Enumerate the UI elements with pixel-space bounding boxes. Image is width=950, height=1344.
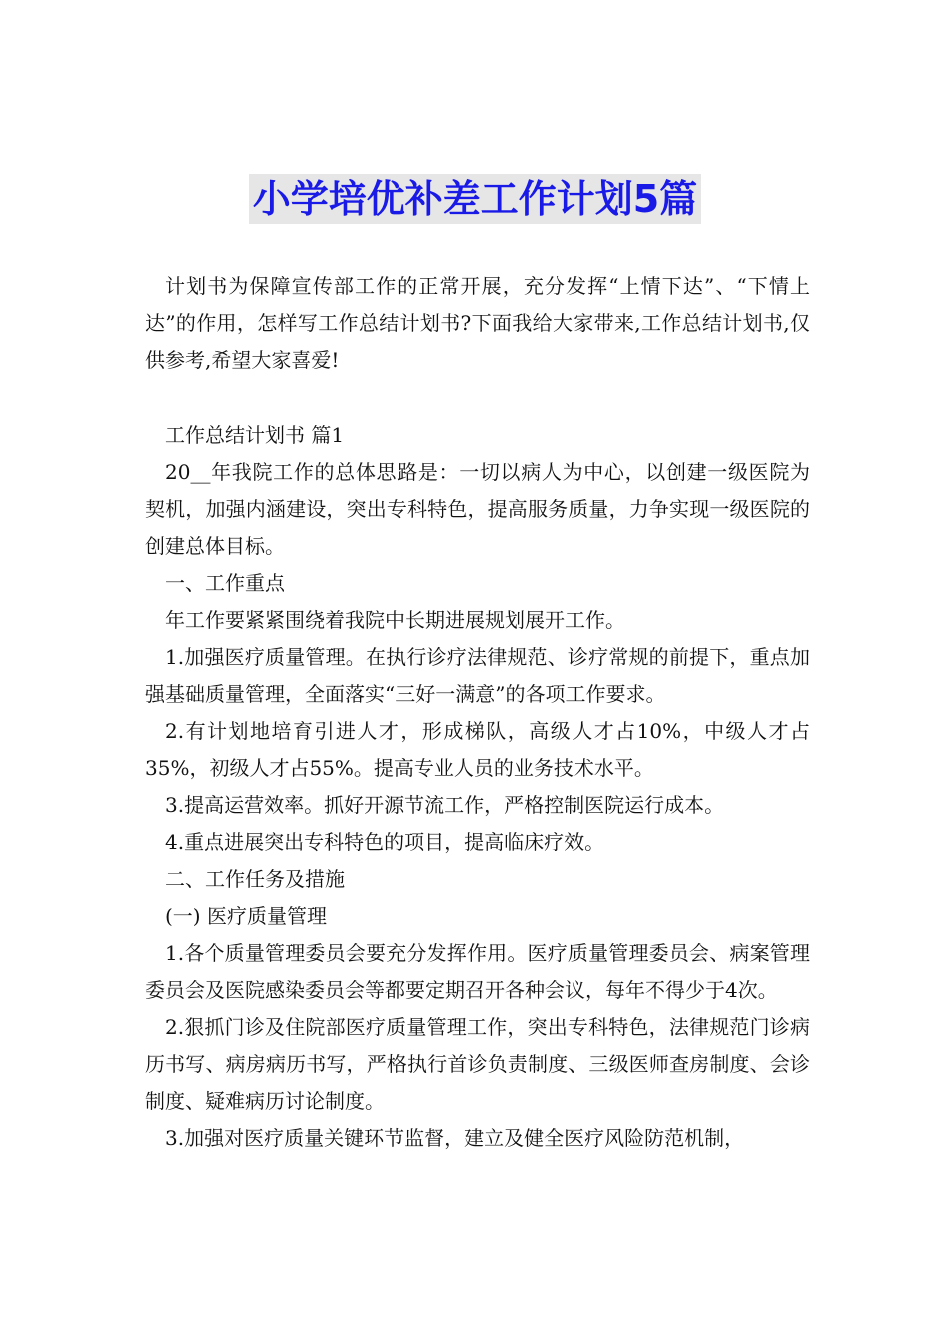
section-heading: 二、工作任务及措施: [165, 867, 345, 891]
paragraph-gap: [145, 379, 810, 417]
list-item: 3.加强对医疗质量关键环节监督，建立及健全医疗风险防范机制，: [165, 1126, 745, 1150]
section-heading: 工作总结计划书 篇1: [165, 423, 345, 447]
list-item: 3.提高运营效率。抓好开源节流工作，严格控制医院运行成本。: [165, 793, 725, 817]
document-body: [145, 268, 810, 1157]
list-item: 2.有计划地培育引进人才，形成梯队，高级人才占10%，中级人才占35%，初级人才占55%。提高专业人员的业务技术水平。: [145, 719, 810, 780]
body-paragraph: 年工作要紧紧围绕着我院中长期进展规划展开工作。: [165, 608, 625, 632]
title-container: [0, 174, 950, 224]
list-item: 2.狠抓门诊及住院部医疗质量管理工作，突出专科特色，法律规范门诊病历书写、病房病历书写，严格执行首诊负责制度、三级医师查房制度、会诊制度、疑难病历讨论制度。: [145, 1015, 810, 1113]
subsection-heading: (一) 医疗质量管理: [165, 904, 327, 928]
intro-paragraph: 计划书为保障宣传部工作的正常开展，充分发挥“上情下达”、“下情上达”的作用，怎样写工作总结计划书?下面我给大家带来,工作总结计划书,仅供参考,希望大家喜爱!: [145, 274, 810, 372]
section-heading: 一、工作重点: [165, 571, 285, 595]
list-item: 4.重点进展突出专科特色的项目，提高临床疗效。: [165, 830, 605, 854]
list-item: 1.加强医疗质量管理。在执行诊疗法律规范、诊疗常规的前提下，重点加强基础质量管理，全面落实“三好一满意”的各项工作要求。: [145, 645, 810, 706]
document-title: 小学培优补差工作计划5篇: [249, 174, 701, 224]
body-paragraph: 20__年我院工作的总体思路是：一切以病人为中心，以创建一级医院为契机，加强内涵建设，突出专科特色，提高服务质量，力争实现一级医院的创建总体目标。: [145, 460, 810, 558]
list-item: 1.各个质量管理委员会要充分发挥作用。医疗质量管理委员会、病案管理委员会及医院感染委员会等都要定期召开各种会议，每年不得少于4次。: [145, 941, 810, 1002]
